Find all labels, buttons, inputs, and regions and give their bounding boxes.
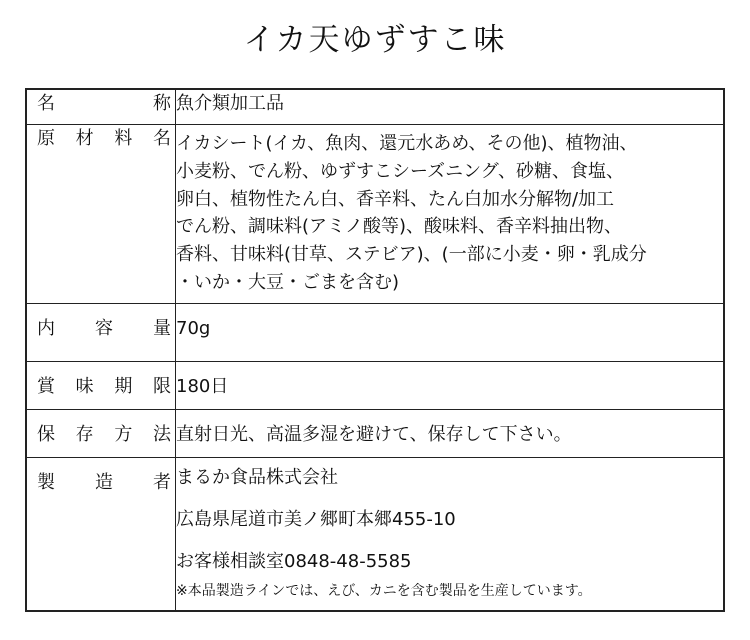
table-row-expiry [26,361,724,409]
label-storage [26,409,176,457]
maker-address: 広島県尾道市美ノ郷町本郷455-10 [176,508,456,530]
label-char: 製 [37,471,55,493]
value-storage: 直射日光、高温多湿を避けて、保存して下さい。 [176,409,725,457]
table-row-storage [26,409,724,457]
maker-company: まるか食品株式会社 [176,466,338,488]
table-row-maker [26,457,724,611]
ingredients-line: イカシート(イカ、魚肉、還元水あめ、その他)、植物油、 [176,133,638,154]
ingredients-line: でん粉、調味料(アミノ酸等)、酸味料、香辛料抽出物、 [176,216,623,238]
label-char: 容 [95,317,113,339]
ingredients-line: 小麦粉、でん粉、ゆずすこシーズニング、砂糖、食塩、 [176,160,625,182]
ingredients-line: 卵白、植物性たん白、香辛料、たん白加水分解物/加工 [176,188,615,210]
label-char: 限 [152,375,171,397]
ingredients-line: ・いか・大豆・ごまを含む) [176,271,400,293]
label-char: 味 [75,375,94,397]
value-name: 魚介類加工品 [176,89,725,125]
allergen-note: ※本品製造ラインでは、えび、カニを含む製品を生産しています。 [176,582,592,599]
table-row-content [26,303,724,361]
label-char: 方 [114,423,133,445]
label-char: 存 [75,423,94,445]
food-label-table [25,88,725,612]
label-char: 賞 [37,375,55,397]
value-content: 70g [176,303,725,361]
value-maker [176,457,725,611]
label-char: 造 [95,471,113,493]
label-expiry [26,361,176,409]
label-char: 者 [153,471,171,493]
label-char: 材 [75,128,94,149]
value-ingredients [176,125,725,304]
label-char: 保 [37,423,55,445]
maker-phone: お客様相談室0848-48-5585 [176,550,412,572]
label-char: 称 [153,93,171,114]
label-char: 原 [37,128,55,149]
label-char: 内 [37,317,55,339]
table-row-name [26,89,724,125]
label-char: 期 [114,375,133,397]
label-char: 名 [37,93,55,114]
table-row-ingredients [26,125,724,304]
label-char: 法 [152,423,171,445]
label-ingredients [26,125,176,304]
label-content [26,303,176,361]
label-char: 名 [152,128,171,149]
product-title: イカ天ゆずすこ味 [243,22,507,58]
label-maker [26,457,176,611]
label-char: 量 [153,317,171,339]
value-expiry: 180日 [176,361,725,409]
label-name [26,89,176,125]
label-char: 料 [114,128,133,149]
ingredients-line: 香料、甘味料(甘草、ステビア)、(一部に小麦・卵・乳成分 [176,244,647,266]
